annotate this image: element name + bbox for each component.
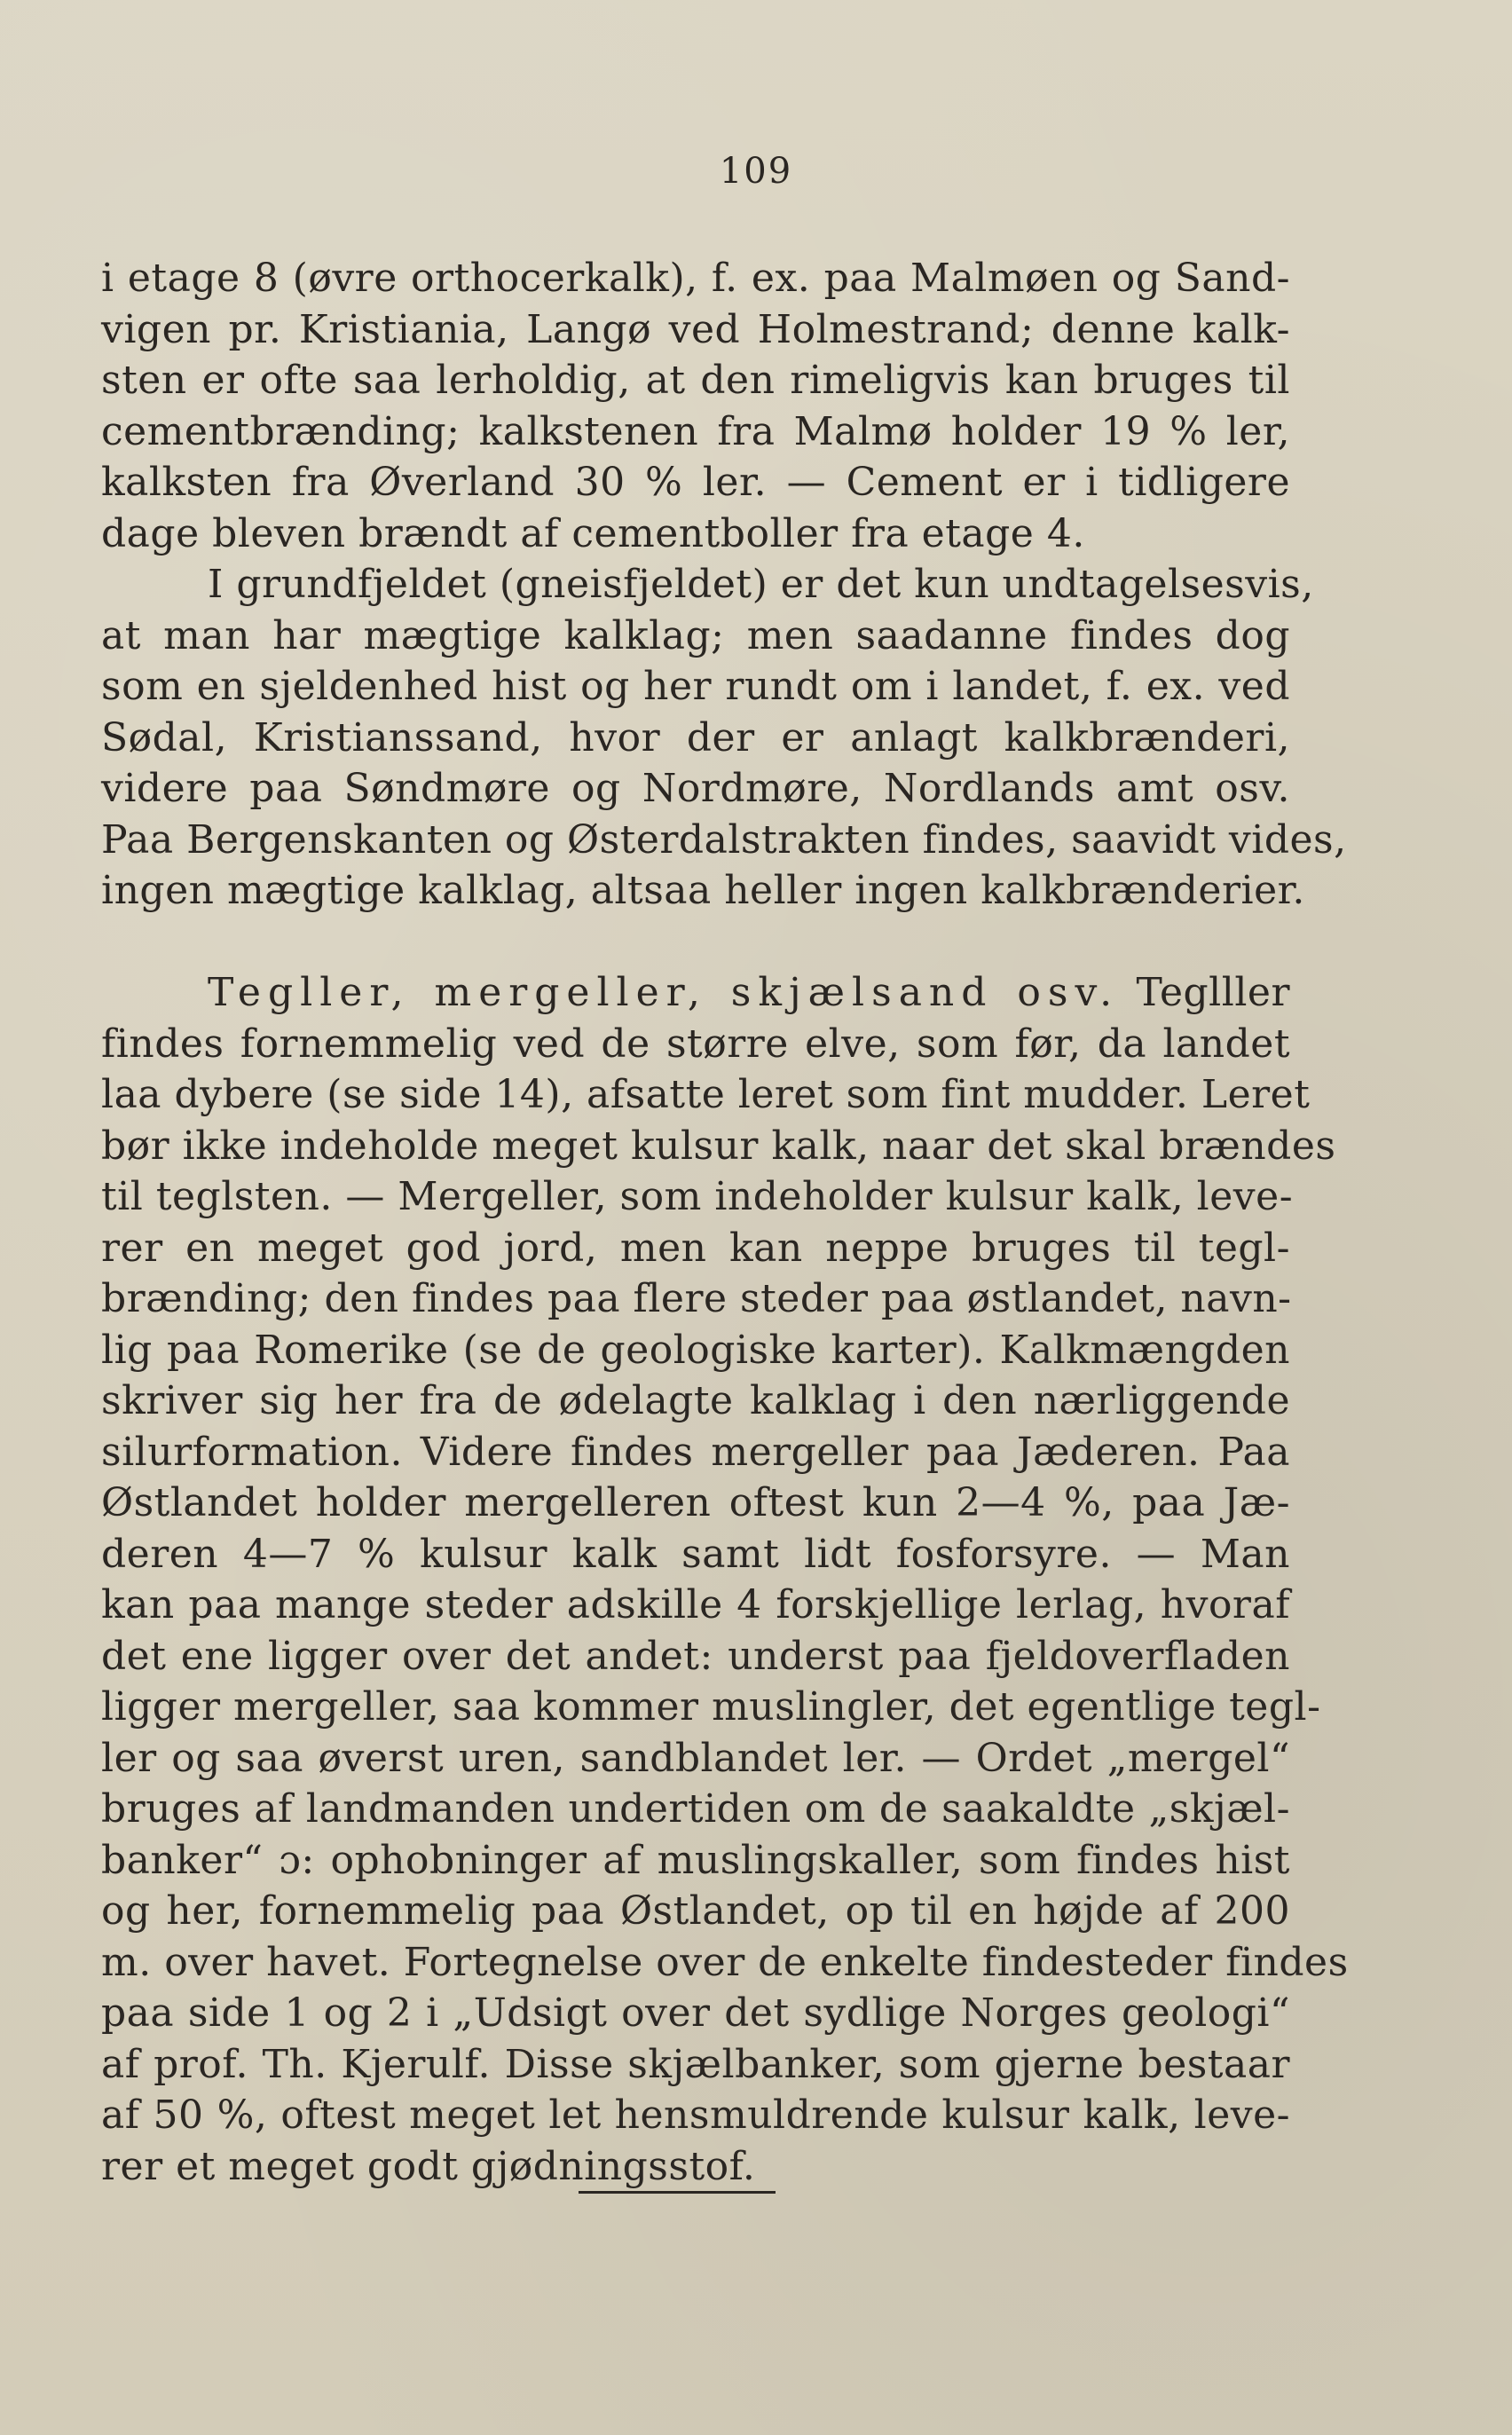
end-rule xyxy=(579,2191,776,2194)
text-line: sten er ofte saa lerholdig, at den rimeligvis kan bruges til xyxy=(101,358,1290,403)
text-line: m. over havet. Fortegnelse over de enkelte findesteder findes xyxy=(101,1939,1349,1985)
text-line: Østlandet holder mergelleren oftest kun 2—4 %, paa Jæ- xyxy=(101,1480,1290,1525)
text-line: rer en meget god jord, men kan neppe bruges til tegl- xyxy=(101,1225,1290,1271)
paragraph-gap xyxy=(101,917,1290,968)
text-line: og her, fornemmelig paa Østlandet, op til en højde af 200 xyxy=(101,1888,1290,1934)
text-line: silurformation. Videre findes mergeller paa Jæderen. Paa xyxy=(101,1429,1290,1475)
text-line: brænding; den findes paa flere steder paa østlandet, navn- xyxy=(101,1276,1292,1321)
text-line: af prof. Th. Kjerulf. Disse skjælbanker, som gjerne bestaar xyxy=(101,2041,1290,2087)
text-line: Paa Bergenskanten og Østerdalstrakten findes, saavidt vides, xyxy=(101,816,1347,863)
text-line: lig paa Romerike (se de geologiske karter). Kalkmængden xyxy=(101,1327,1290,1373)
text-line: paa side 1 og 2 i „Udsigt over det sydlige Norges geologi“ xyxy=(101,1990,1290,2036)
text-line: banker“ ɔ: ophobninger af muslingskaller, som findes hist xyxy=(101,1837,1290,1883)
text-line: videre paa Søndmøre og Nordmøre, Nordlands amt osv. xyxy=(101,766,1290,811)
text-line: vigen pr. Kristiania, Langø ved Holmestrand; denne kalk- xyxy=(101,306,1290,352)
section-heading-line xyxy=(101,967,1290,1019)
text-line: rer et meget godt gjødningsstof. xyxy=(101,2143,756,2189)
text-line: i etage 8 (øvre orthocerkalk), f. ex. paa Malmøen og Sand- xyxy=(101,256,1290,301)
heading-tail: Teglller xyxy=(1136,970,1290,1015)
text-line: ingen mægtige kalklag, altsaa heller ingen kalkbrænderier. xyxy=(101,868,1305,913)
text-line: af 50 %, oftest meget let hensmuldrende kulsur kalk, leve- xyxy=(101,2092,1290,2138)
text-line: skriver sig her fra de ødelagte kalklag i den nærliggende xyxy=(101,1378,1290,1423)
text-line: bruges af landmanden undertiden om de saakaldte „skjæl- xyxy=(101,1786,1290,1832)
text-line: kalksten fra Øverland 30 % ler. — Cement er i tidligere xyxy=(101,460,1290,505)
text-line: findes fornemmelig ved de større elve, som før, da landet xyxy=(101,1020,1290,1067)
text-line: I grundfjeldet (gneisfjeldet) er det kun undtagelsesvis, xyxy=(208,562,1314,607)
body-text xyxy=(101,253,1349,2192)
text-line: som en sjeldenhed hist og her rundt om i landet, f. ex. ved xyxy=(101,664,1290,709)
text-line: ligger mergeller, saa kommer muslingler, det egentlige tegl- xyxy=(101,1684,1321,1730)
text-line: bør ikke indeholde meget kulsur kalk, naar det skal brændes xyxy=(101,1123,1336,1169)
section-heading: Tegller, mergeller, skjælsand osv. xyxy=(208,970,1120,1015)
page-number: 109 xyxy=(719,151,793,192)
text-line: deren 4—7 % kulsur kalk samt lidt fosforsyre. — Man xyxy=(101,1531,1290,1577)
text-line: dage bleven brændt af cementboller fra etage 4. xyxy=(101,510,1085,556)
text-line: til teglsten. — Mergeller, som indeholder kulsur kalk, leve- xyxy=(101,1174,1294,1219)
text-line: at man har mægtige kalklag; men saadanne findes dog xyxy=(101,612,1290,658)
text-line: kan paa mange steder adskille 4 forskjellige lerlag, hvoraf xyxy=(101,1582,1290,1627)
text-line: det ene ligger over det andet: underst paa fjeldoverfladen xyxy=(101,1633,1290,1679)
text-line: Sødal, Kristianssand, hvor der er anlagt kalkbrænderi, xyxy=(101,714,1290,760)
text-line: laa dybere (se side 14), afsatte leret som fint mudder. Leret xyxy=(101,1072,1311,1117)
text-line: cementbrænding; kalkstenen fra Malmø holder 19 % ler, xyxy=(101,408,1290,454)
text-line: ler og saa øverst uren, sandblandet ler. — Ordet „mergel“ xyxy=(101,1735,1290,1781)
